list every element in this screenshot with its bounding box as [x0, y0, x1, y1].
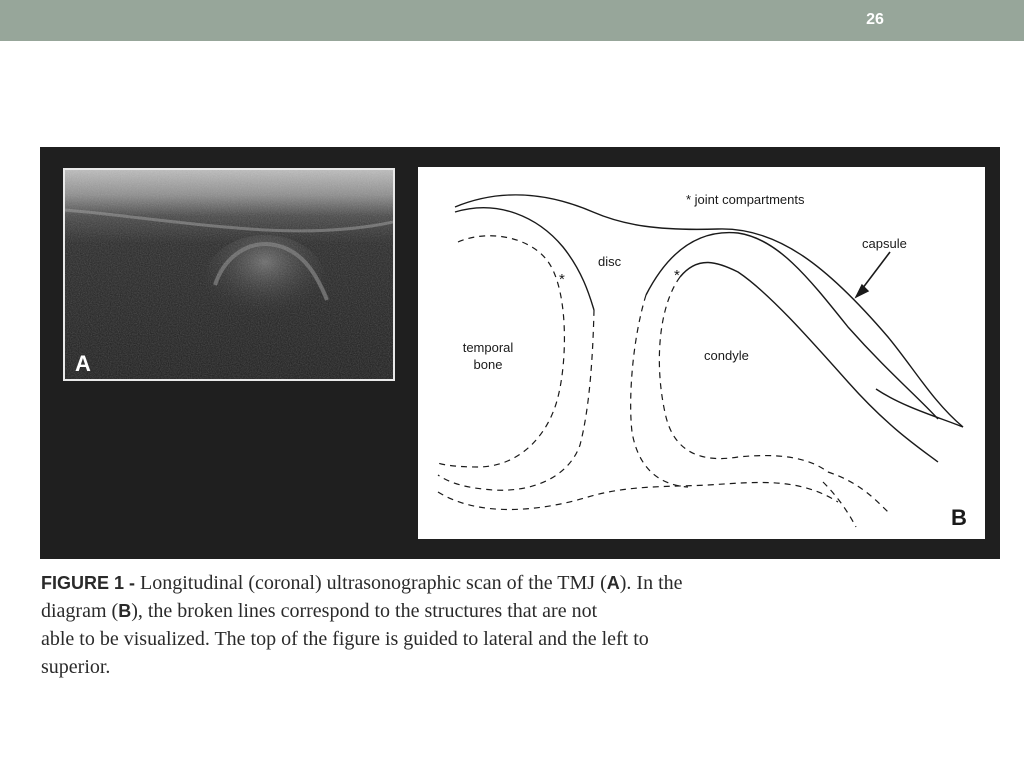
caption-line2-text-a: diagram ( — [41, 600, 119, 622]
label-joint-compartments: * joint compartments — [686, 192, 805, 207]
label-temporal-bone — [456, 339, 520, 373]
ultrasound-scan — [65, 170, 393, 379]
label-condyle: condyle — [704, 348, 749, 363]
caption-line-4: superior. — [41, 656, 111, 678]
lower-dashed-2 — [828, 472, 888, 512]
caption-line-2 — [41, 597, 941, 625]
asterisk-right: * — [674, 267, 680, 284]
slide-header-bar — [0, 0, 1024, 41]
caption-line1-text-a: Longitudinal (coronal) ultrasonographic scan of the TMJ ( — [140, 572, 607, 594]
caption-line-3: able to be visualized. The top of the figure is guided to lateral and the left to — [41, 628, 649, 650]
ultrasound-image-panel — [63, 168, 395, 381]
capsule-outer-line — [455, 195, 963, 427]
disc-dashed-right — [631, 295, 688, 487]
disc-dashed-left — [438, 310, 594, 490]
caption-line1-text-b: ). In the — [619, 572, 683, 594]
caption-figure-id: FIGURE 1 - — [41, 573, 136, 593]
label-disc: disc — [598, 254, 622, 269]
lower-dashed-1 — [438, 482, 838, 509]
asterisk-left: * — [559, 271, 565, 288]
caption-ref-b: B — [118, 601, 132, 621]
label-temporal-line2: bone — [473, 357, 503, 372]
panel-b-label: B — [951, 505, 967, 530]
label-temporal-line1: temporal — [462, 340, 514, 355]
capsule-lower-line — [876, 389, 963, 427]
caption-line-1 — [41, 569, 941, 597]
caption-line2-text-b: ), the broken lines correspond to the structures that are not — [131, 600, 598, 622]
panel-a-label: A — [75, 351, 91, 376]
diagram-panel — [418, 167, 985, 539]
capsule-inner-line — [455, 208, 594, 310]
caption-ref-a: A — [606, 573, 620, 593]
lower-dashed-3 — [823, 482, 856, 527]
figure-caption — [41, 569, 941, 681]
slide-number: 26 — [866, 11, 884, 28]
condyle-outer-line — [646, 233, 938, 419]
label-capsule: capsule — [862, 236, 907, 251]
condyle-dashed — [659, 277, 828, 472]
